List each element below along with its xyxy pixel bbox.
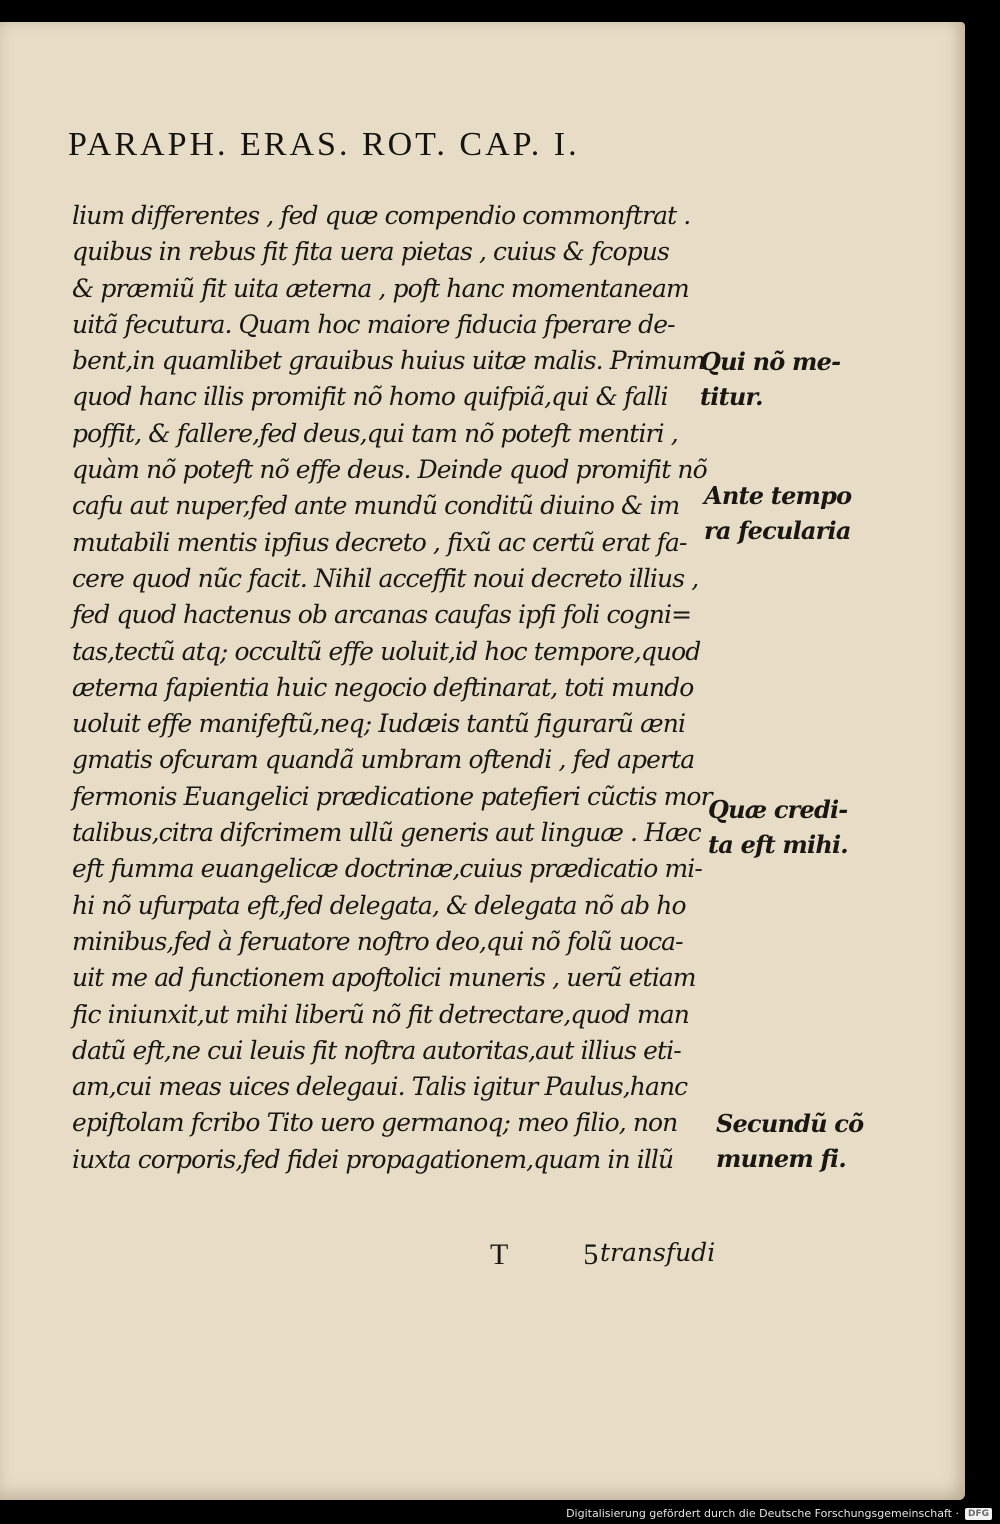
margin-note-4 <box>716 1106 863 1176</box>
digitization-footer <box>566 1507 992 1520</box>
text-line: æterna fapientia huic negocio deftinarat, toti mundo <box>72 672 694 702</box>
signature-mark: T 5 <box>490 1238 633 1271</box>
text-line: fermonis Euangelici prædicatione patefieri cũctis mor <box>72 781 712 811</box>
margin-note-line: ra fecularia <box>704 516 851 545</box>
margin-note-line: Ante tempo <box>704 481 852 510</box>
text-line: quibus in rebus fit fita uera pietas , cuius & fcopus <box>72 237 669 267</box>
margin-note-3 <box>708 792 848 862</box>
text-line: epiftolam fcribo Tito uero germanoq; meo filio, non <box>72 1108 678 1138</box>
text-line: talibus,citra difcrimem ullũ generis aut linguæ . Hæc <box>72 818 701 848</box>
text-line: tas,tectũ atq; occultũ effe uoluit,id hoc tempore,quod <box>72 636 701 666</box>
margin-note-1 <box>700 344 840 414</box>
text-line: quod hanc illis promifit nõ homo quifpiã,qui & falli <box>72 382 668 412</box>
margin-note-line: Qui nõ me- <box>700 347 841 376</box>
text-line: lium differentes , fed quæ compendio commonftrat . <box>72 201 691 230</box>
margin-note-2 <box>704 478 851 548</box>
text-line: uoluit effe manifeftũ,neq; Iudæis tantũ figurarũ æni <box>72 709 686 739</box>
catch-line <box>60 1238 720 1278</box>
text-line: am,cui meas uices delegaui. Talis igitur Paulus,hanc <box>72 1072 688 1102</box>
text-line: cere quod nũc facit. Nihil acceffit noui decreto illius , <box>72 563 699 593</box>
dfg-logo: DFG <box>965 1508 992 1520</box>
text-line: fic iniunxit,ut mihi liberũ nõ fit detrectare,quod man <box>72 999 690 1029</box>
funding-credit: Digitalisierung gefördert durch die Deutsche Forschungsgemeinschaft · <box>566 1507 959 1520</box>
text-line: fed quod hactenus ob arcanas caufas ipfi foli cogni= <box>72 600 692 630</box>
text-line: uitã fecutura. Quam hoc maiore fiducia fperare de- <box>72 309 675 339</box>
running-head: PARAPH. ERAS. ROT. CAP. I. <box>68 126 580 163</box>
text-line: mutabili mentis ipfius decreto , fixũ ac certũ erat fa- <box>72 527 687 557</box>
margin-note-line: Quæ credi- <box>708 795 848 824</box>
text-line: & præmiũ fit uita æterna , poft hanc momentaneam <box>72 273 689 303</box>
book-page <box>0 22 965 1500</box>
text-line: uit me ad functionem apoftolici muneris , uerũ etiam <box>72 963 696 993</box>
catchword: transfudi <box>600 1238 716 1267</box>
text-line: datũ eft,ne cui leuis fit noftra autoritas,aut illius eti- <box>72 1035 681 1065</box>
body-text <box>72 198 712 1178</box>
text-line: iuxta corporis,fed fidei propagationem,quam in illũ <box>72 1144 674 1174</box>
margin-note-line: munem fi. <box>716 1144 846 1173</box>
text-line: gmatis ofcuram quandã umbram oftendi , fed aperta <box>72 745 695 775</box>
text-line: quàm nõ poteft nõ effe deus. Deinde quod promifit nõ <box>72 455 707 485</box>
text-line: minibus,fed à feruatore noftro deo,qui nõ folũ uoca- <box>72 926 683 956</box>
text-line: poffit, & fallere,fed deus,qui tam nõ poteft mentiri , <box>72 418 678 448</box>
text-line: hi nõ ufurpata eft,fed delegata, & delegata nõ ab ho <box>72 890 686 920</box>
text-line: cafu aut nuper,fed ante mundũ conditũ diuino & im <box>72 491 680 521</box>
margin-note-line: ta eft mihi. <box>708 830 848 859</box>
text-line: bent,in quamlibet grauibus huius uitæ malis. Primum <box>72 346 705 376</box>
text-line: eft fumma euangelicæ doctrinæ,cuius prædicatio mi- <box>72 854 702 884</box>
margin-note-line: titur. <box>700 382 763 411</box>
margin-note-line: Secundũ cõ <box>716 1109 864 1138</box>
